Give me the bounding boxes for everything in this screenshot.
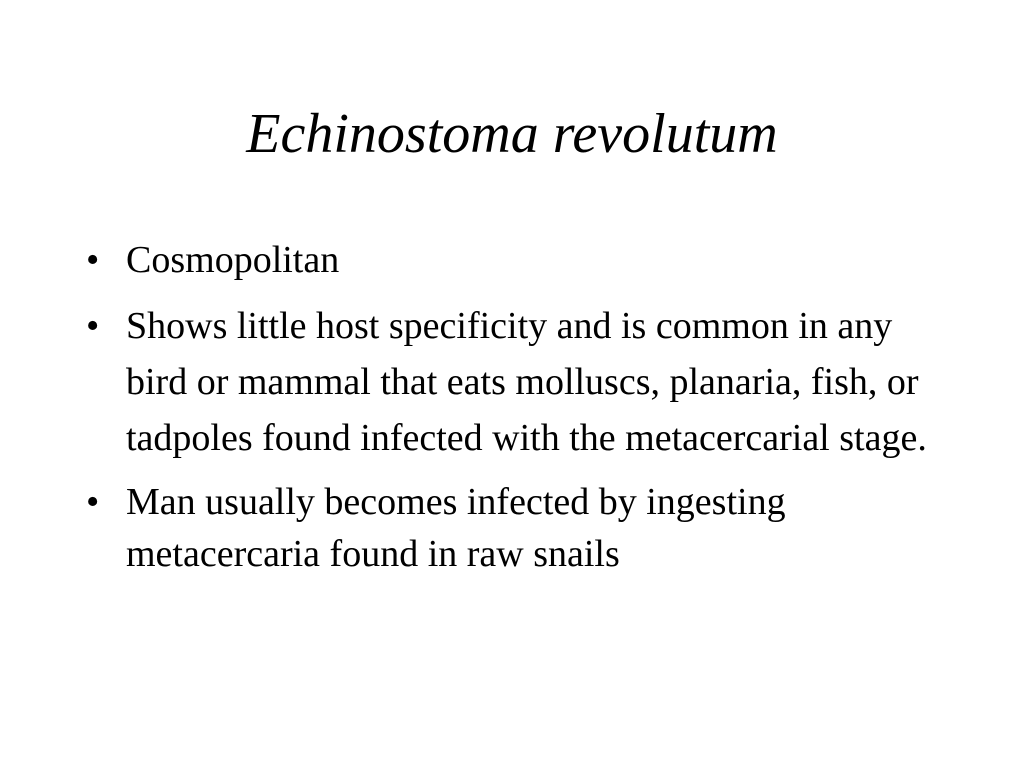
bullet-text: Shows little host specificity and is common in any bird or mammal that eats molluscs, planaria, fish, or tadpoles found infected with the metacercarial stage. (126, 305, 927, 459)
bullet-text: Cosmopolitan (126, 239, 340, 281)
bullet-text: Man usually becomes infected by ingesting metacercaria found in raw snails (126, 481, 786, 575)
bullet-item (84, 476, 944, 580)
bullet-list (84, 232, 944, 590)
bullet-item (84, 298, 944, 466)
bullet-marker-icon: • (86, 305, 100, 347)
slide-title: Echinostoma revolutum (246, 103, 778, 165)
bullet-marker-icon: • (86, 481, 100, 523)
bullet-item (84, 232, 944, 288)
bullet-marker-icon: • (86, 239, 100, 281)
